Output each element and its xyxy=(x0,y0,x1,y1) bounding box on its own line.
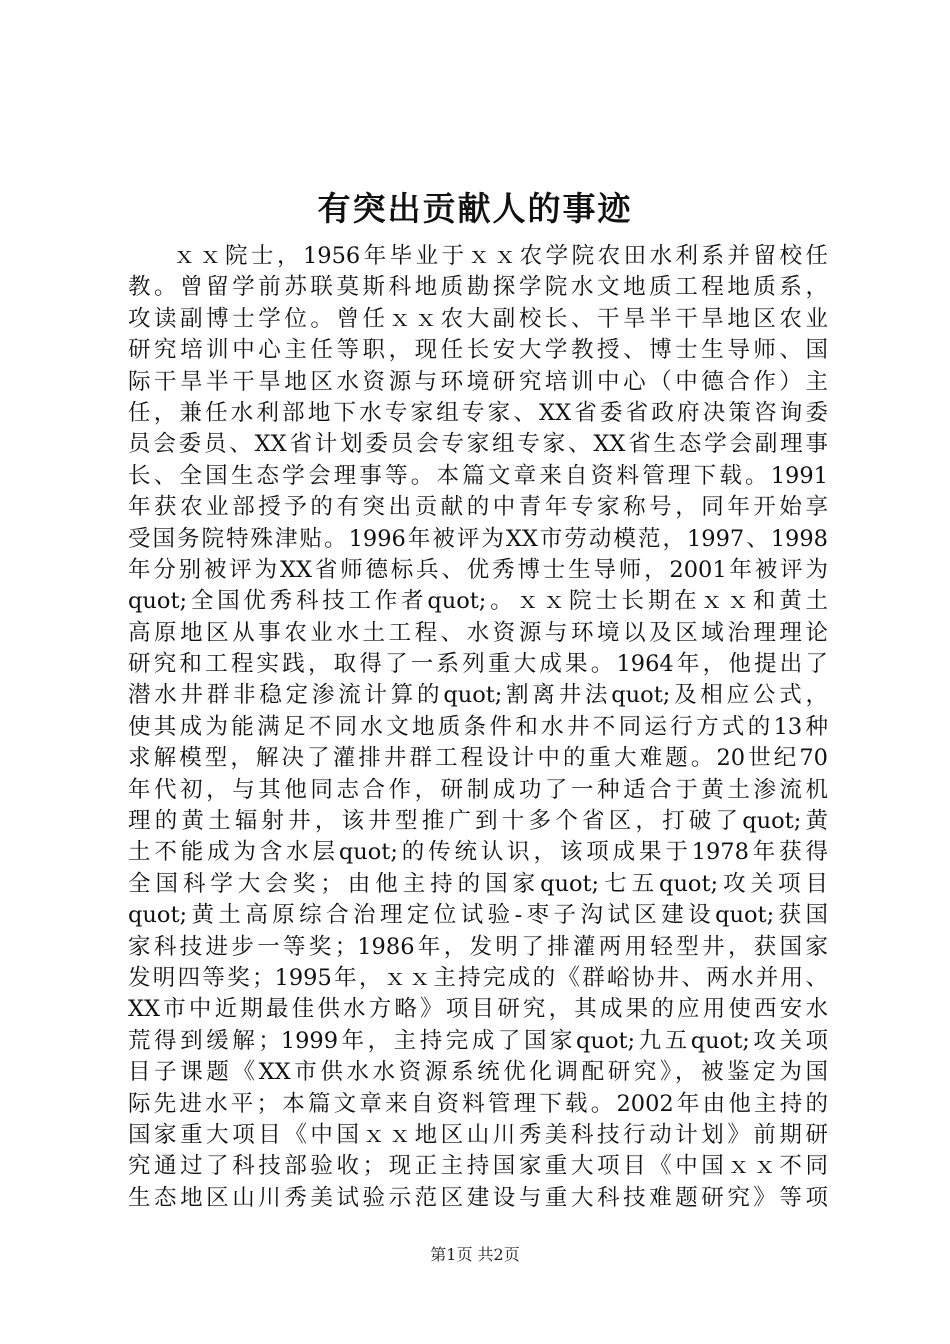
text-line: 理的黄土辐射井，该井型推广到十多个省区，打破了quot;黄 xyxy=(128,808,828,835)
text-line: 目子课题《XX市供水水资源系统优化调配研究》，被鉴定为国 xyxy=(128,1059,828,1086)
body-paragraph xyxy=(128,241,828,1214)
text-line: 年获农业部授予的有突出贡献的中青年专家称号，同年开始享 xyxy=(128,494,828,521)
text-line: 受国务院特殊津贴。1996年被评为XX市劳动模范，1997、1998 xyxy=(128,525,828,552)
text-line: 究通过了科技部验收；现正主持国家重大项目《中国ｘｘ不同 xyxy=(128,1153,828,1180)
text-line: 潜水井群非稳定渗流计算的quot;割离井法quot;及相应公式， xyxy=(128,682,828,709)
text-line: 际干旱半干旱地区水资源与环境研究培训中心（中德合作）主 xyxy=(128,368,828,395)
text-line: 荒得到缓解；1999年，主持完成了国家quot;九五quot;攻关项 xyxy=(128,1027,828,1054)
text-line: 研究和工程实践，取得了一系列重大成果。1964年，他提出了 xyxy=(128,651,828,678)
text-line: 年代初，与其他同志合作，研制成功了一种适合于黄土渗流机 xyxy=(128,776,828,803)
text-line: 家科技进步一等奖；1986年，发明了排灌两用轻型井，获国家 xyxy=(128,933,828,960)
document-title: 有突出贡献人的事迹 xyxy=(317,189,633,228)
text-line: quot;全国优秀科技工作者quot;。ｘｘ院士长期在ｘｘ和黄土 xyxy=(128,588,828,615)
text-line: 攻读副博士学位。曾任ｘｘ农大副校长、干旱半干旱地区农业 xyxy=(128,305,828,332)
text-line: 研究培训中心主任等职，现任长安大学教授、博士生导师、国 xyxy=(128,337,828,364)
text-line: XX市中近期最佳供水方略》项目研究，其成果的应用使西安水 xyxy=(128,996,828,1023)
text-line: 使其成为能满足不同水文地质条件和水井不同运行方式的13种 xyxy=(128,713,828,740)
text-line: 任，兼任水利部地下水专家组专家、XX省委省政府决策咨询委 xyxy=(128,399,828,426)
page-footer: 第1页 共2页 xyxy=(430,1245,520,1264)
text-line: 土不能成为含水层quot;的传统认识，该项成果于1978年获得 xyxy=(128,839,828,866)
text-line: 长、全国生态学会理事等。本篇文章来自资料管理下载。1991 xyxy=(128,462,828,489)
text-line: 国家重大项目《中国ｘｘ地区山川秀美科技行动计划》前期研 xyxy=(128,1121,828,1148)
text-line: 员会委员、XX省计划委员会专家组专家、XX省生态学会副理事 xyxy=(128,431,828,458)
text-line: 发明四等奖；1995年，ｘｘ主持完成的《群峪协井、两水并用、 xyxy=(128,964,828,991)
text-line: 教。曾留学前苏联莫斯科地质勘探学院水文地质工程地质系， xyxy=(128,274,828,301)
text-line: 年分别被评为XX省师德标兵、优秀博士生导师，2001年被评为 xyxy=(128,556,828,583)
text-line: quot;黄土高原综合治理定位试验-枣子沟试区建设quot;获国 xyxy=(128,902,828,929)
text-line: ｘｘ院士，1956年毕业于ｘｘ农学院农田水利系并留校任 xyxy=(173,243,828,269)
text-line: 求解模型，解决了灌排井群工程设计中的重大难题。20世纪70 xyxy=(128,745,828,772)
text-line: 全国科学大会奖；由他主持的国家quot;七五quot;攻关项目 xyxy=(128,870,828,897)
text-line: 高原地区从事农业水土工程、水资源与环境以及区域治理理论 xyxy=(128,619,828,646)
text-line: 际先进水平；本篇文章来自资料管理下载。2002年由他主持的 xyxy=(128,1090,828,1117)
text-line: 生态地区山川秀美试验示范区建设与重大科技难题研究》等项 xyxy=(128,1184,828,1211)
